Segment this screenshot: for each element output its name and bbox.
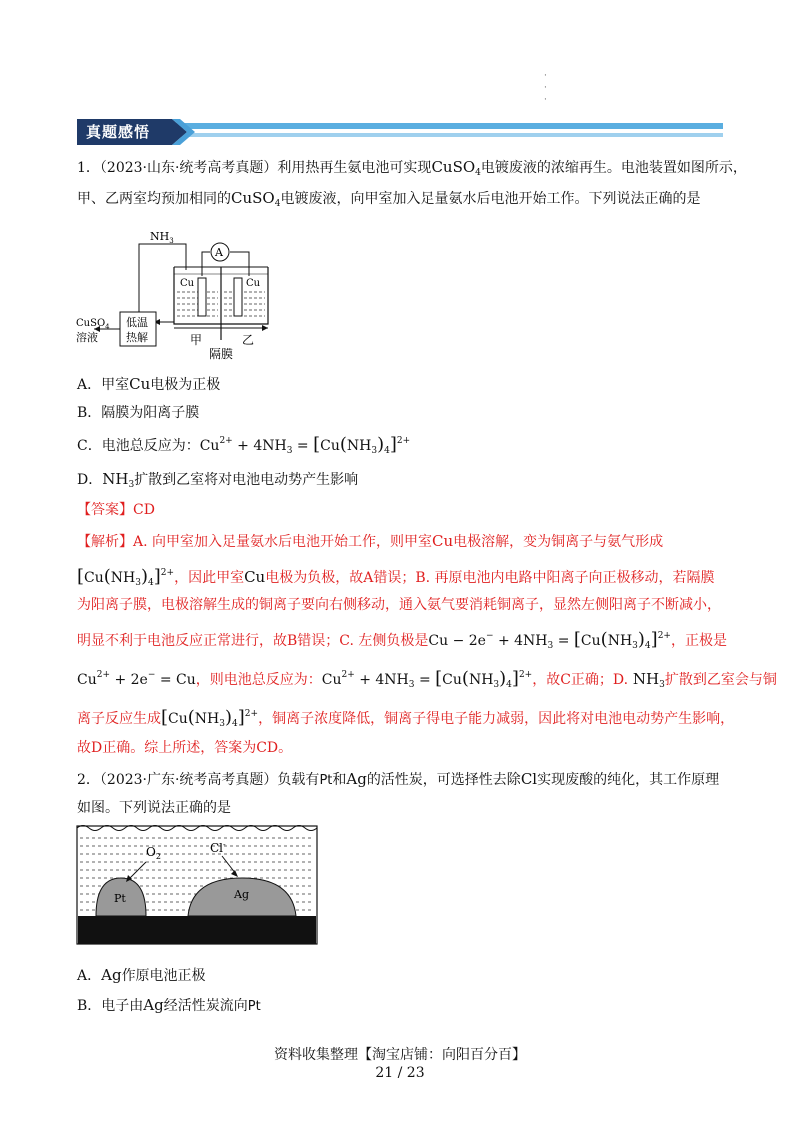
svg-text:溶液: 溶液	[76, 331, 98, 344]
svg-text:热解: 热解	[126, 331, 148, 344]
q2-option-b: B．电子由Ag经活性炭流向Pt	[77, 996, 261, 1014]
cl-ion-label: Cl-	[210, 840, 226, 855]
q1-explanation-line4: 明显不利于电池反应正常进行，故B错误；C. 左侧负极是$Cu - 2e^- + 4NH_3 = [Cu(NH_3)_4]^{2+}$，正极是	[77, 629, 727, 651]
footer-source: 资料收集整理【淘宝店铺：向阳百分百】	[274, 1047, 526, 1063]
q1-explanation-line3: 为阳离子膜，电极溶解生成的铜离子要向右侧移动，通入氨气要消耗铜离子，显然左侧阳离子不断减小，	[77, 597, 721, 613]
q1-explanation-line2: $[Cu(NH_3)_4]^{2+}$，因此甲室Cu电极为负极，故A错误；B. 再原电池内电路中阳离子向正极移动，若隔膜	[77, 566, 715, 588]
svg-text:Ag: Ag	[234, 888, 249, 901]
cu-left-label: Cu	[180, 278, 195, 289]
q1-battery-diagram	[74, 222, 294, 362]
q1-explanation-line1: 【解析】A. 向甲室加入足量氨水后电池开始工作，则甲室Cu电极溶解，变为铜离子与氨气形成	[77, 532, 664, 550]
svg-text:甲: 甲	[190, 333, 203, 347]
q1-option-a: A．甲室Cu电极为正极	[77, 375, 221, 393]
q1-explanation-line7: 故D正确。综上所述，答案为CD。	[77, 740, 293, 756]
section-title: 真题感悟	[86, 123, 151, 141]
q2-stem-line1: 2．（2023·广东·统考高考真题）负载有Pt和Ag的活性炭，可选择性去除Cl实现废酸的纯化，其工作原理	[77, 770, 720, 788]
svg-text:A: A	[215, 246, 223, 259]
carbon-base	[78, 916, 316, 944]
nh3-label: $NH_3$	[150, 230, 174, 245]
cu-right-label: Cu	[246, 278, 261, 289]
svg-text:隔膜: 隔膜	[209, 347, 234, 361]
section-banner	[77, 119, 723, 145]
q1-stem-line1: 1．（2023·山东·统考高考真题）利用热再生氨电池可实现CuSO$_4$电镀废液的浓缩再生。电池装置如图所示，	[77, 158, 747, 178]
q1-option-b: B．隔膜为阳离子膜	[77, 405, 200, 421]
svg-text:低温: 低温	[126, 316, 148, 329]
cuso4-label: CuSO$_4$	[76, 318, 110, 331]
q1-explanation-line6: 离子反应生成$[Cu(NH_3)_4]^{2+}$，铜离子浓度降低，铜离子得电子能力减弱，因此将对电池电动势产生影响，	[77, 707, 735, 729]
q1-option-d: D．$NH_3$扩散到乙室将对电池电动势产生影响	[77, 470, 359, 490]
page-number: 21 / 23	[375, 1065, 425, 1081]
o2-label: $O_2$	[146, 845, 161, 861]
q2-stem-line2: 如图。下列说法正确的是	[77, 800, 231, 816]
q1-stem-line2: 甲、乙两室均预加相同的CuSO$_4$电镀废液，向甲室加入足量氨水后电池开始工作。下列说法正确的是	[77, 189, 701, 209]
svg-text:Pt: Pt	[114, 892, 126, 905]
top-dots: · · ·	[544, 71, 547, 105]
q1-option-c: C．电池总反应为：$Cu^{2+} + 4NH_3 = [Cu(NH_3)_4]^{2+}$	[77, 434, 411, 456]
q1-explanation-line5: $Cu^{2+} + 2e^- = Cu$，则电池总反应为：$Cu^{2+} + 4NH_3 = [Cu(NH_3)_4]^{2+}$，故C正确；D. $NH_3$扩散到乙室会与铜	[77, 668, 777, 690]
svg-text:乙: 乙	[242, 333, 255, 347]
q1-answer: 【答案】CD	[77, 502, 155, 518]
q2-option-a: A．Ag作原电池正极	[77, 966, 206, 984]
q2-carbon-diagram	[76, 822, 318, 946]
